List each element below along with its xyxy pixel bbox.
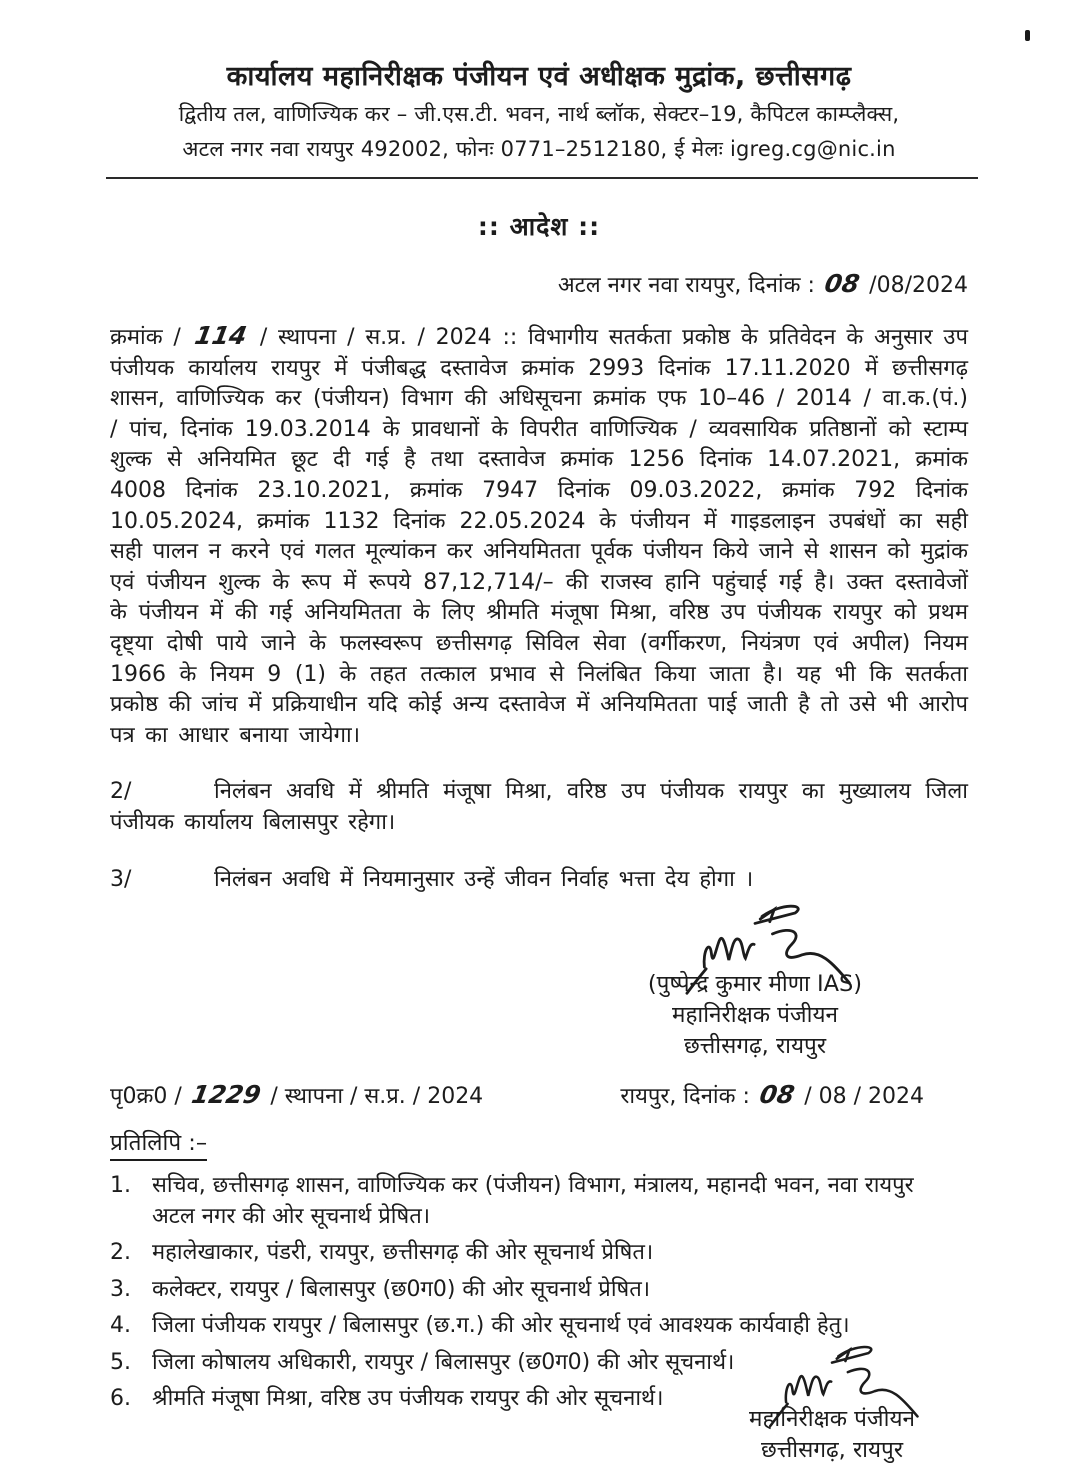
copy-item-text: जिला कोषालय अधिकारी, रायपुर / बिलासपुर (छ0ग0) की ओर सूचनार्थ। [152,1349,735,1375]
copy-item-number: 6. [110,1386,131,1412]
copy-item-number: 2. [110,1240,131,1266]
endorsement-ref-suffix: / स्थापना / स.प्र. / 2024 [263,1084,484,1110]
order-ref-number-handwritten: 114 [192,321,249,350]
endorsement-date-handwritten-day: 08 [757,1080,797,1110]
endorsement-place-date [620,1080,924,1110]
clause-3-text: निलंबन अवधि में नियमानुसार उन्हें जीवन निर्वाह भत्ता देय होगा । [214,866,754,892]
copy-item-text: कलेक्टर, रायपुर / बिलासपुर (छ0ग0) की ओर सूचनार्थ प्रेषित। [152,1276,651,1302]
copy-item-number: 3. [110,1276,131,1302]
copy-item-number: 5. [110,1349,131,1375]
issue-date-rest: /08/2024 [862,273,968,298]
signatory-place: छत्तीसगढ़, रायपुर [683,1033,827,1060]
endorsement-ref-number-handwritten: 1229 [189,1080,263,1110]
copy-list-item [110,1311,968,1342]
endorsement-place-date-prefix: रायपुर, दिनांक : [620,1084,757,1110]
office-title: कार्यालय महानिरीक्षक पंजीयन एवं अधीक्षक मुद्रांक, छत्तीसगढ़ [226,61,852,92]
issue-place-date-prefix: अटल नगर नवा रायपुर, दिनांक : [557,273,822,298]
address-line-2: अटल नगर नवा रायपुर 492002, फोनः 0771–2512180, ई मेलः igreg.cg@nic.in [182,137,896,161]
scan-ink-speck [1025,30,1030,41]
clause-3-number: 3/ [110,866,132,892]
letterhead-divider [106,177,978,179]
order-body-text: विभागीय सतर्कता प्रकोष्ठ के प्रतिवेदन के अनुसार उप पंजीयक कार्यालय रायपुर में पंजीबद्ध दस्तावेज क्रमांक 2993 दिनांक 17.11.2020 में छत्तीसगढ़ शासन, वाणिज्यिक कर (पंजीयन) विभाग की अधिसूचना क्रमांक एफ 10–46 / 2014 / वा.क.(पं.) / पांच, दिनांक 19.03.2014 के प्रावधानों के विपरीत वाणिज्यिक / व्यवसायिक प्रतिष्ठानों को स्टाम्प शुल्क से अनियमित छूट दी गई है तथा दस्तावेज क्रमांक 1256 दिनांक 14.07.2021, क्रमांक 4008 दिनांक 23.10.2021, क्रमांक 7947 दिनांक 09.03.2022, क्रमांक 792 दिनांक 10.05.2024, क्रमांक 1132 दिनांक 22.05.2024 के पंजीयन में गाइडलाइन उपबंधों का सही सही पालन न करने एवं गलत मूल्यांकन कर अनियमितता पूर्वक पंजीयन किये जाने से शासन को मुद्रांक एवं पंजीयन शुल्क के रूप में रूपये 87,12,714/– की राजस्व हानि पहुंचाई गई है। उक्त दस्तावेजों के पंजीयन में की गई अनियमितता के लिए श्रीमति मंजूषा मिश्रा, वरिष्ठ उप पंजीयक रायपुर को प्रथम दृष्ट्या दोषी पाये जाने के फलस्वरूप छत्तीसगढ़ सिविल सेवा (वर्गीकरण, नियंत्रण एवं अपील) नियम 1966 के नियम 9 (1) के तहत तत्काल प्रभाव से निलंबित किया जाता है। यह भी कि सतर्कता प्रकोष्ठ की जांच में प्रक्रियाधीन यदि कोई अन्य दस्तावेज में अनियमितता पाई जाती है तो उसे भी आरोप पत्र का आधार बनाया जायेगा। [110,325,968,748]
address-line-1: द्वितीय तल, वाणिज्यिक कर – जी.एस.टी. भवन, नार्थ ब्लॉक, सेक्टर–19, कैपिटल काम्प्लैक्स, [178,102,900,126]
copy-list-item [110,1238,968,1269]
issue-place-date [110,269,968,299]
endorsement-row [110,1080,968,1110]
copy-item-text: सचिव, छत्तीसगढ़ शासन, वाणिज्यिक कर (पंजीयन) विभाग, मंत्रालय, महानदी भवन, नवा रायपुर अटल नगर की ओर सूचनार्थ प्रेषित। [152,1173,914,1229]
copy-list-item [110,1275,968,1306]
footer-signature-block [702,1340,962,1466]
clause-2-number: 2/ [110,779,132,805]
copy-item-text: जिला पंजीयक रायपुर / बिलासपुर (छ.ग.) की ओर सूचनार्थ एवं आवश्यक कार्यवाही हेतु। [152,1313,850,1339]
order-ref-prefix: क्रमांक / [110,325,192,350]
endorsement-ref-prefix: पृ0क्र0 / [110,1084,189,1110]
signatory-name: (पुष्पेन्द्र कुमार मीणा IAS) [647,971,863,998]
copy-section-heading: प्रतिलिपि :– [110,1126,207,1161]
copy-item-number: 4. [110,1313,131,1339]
endorsement-ref [110,1080,483,1110]
issue-date-handwritten-day: 08 [822,269,862,298]
copy-item-number: 1. [110,1173,131,1199]
clause-2-text: निलंबन अवधि में श्रीमति मंजूषा मिश्रा, वरिष्ठ उप पंजीयक रायपुर का मुख्यालय जिला पंजीयक कार्यालय बिलासपुर रहेगा। [110,779,968,835]
clause-3 [110,865,968,896]
letterhead [110,56,968,163]
order-ref-suffix: / स्थापना / स.प्र. / 2024 :: [249,325,529,350]
clause-2 [110,777,968,838]
copy-item-text: श्रीमति मंजूषा मिश्रा, वरिष्ठ उप पंजीयक रायपुर की ओर सूचनार्थ। [152,1386,664,1412]
copy-list-item [110,1171,968,1232]
footer-signatory-place: छत्तीसगढ़, रायपुर [760,1437,904,1463]
copy-item-text: महालेखाकार, पंडरी, रायपुर, छत्तीसगढ़ की ओर सूचनार्थ प्रेषित। [152,1240,654,1266]
signature-block [590,899,920,1062]
main-order-paragraph [110,321,968,751]
footer-signatory-designation: महानिरीक्षक पंजीयन [749,1406,915,1432]
endorsement-date-rest: / 08 / 2024 [797,1084,924,1110]
order-heading: :: आदेश :: [477,212,601,241]
signatory-designation: महानिरीक्षक पंजीयन [672,1002,838,1029]
